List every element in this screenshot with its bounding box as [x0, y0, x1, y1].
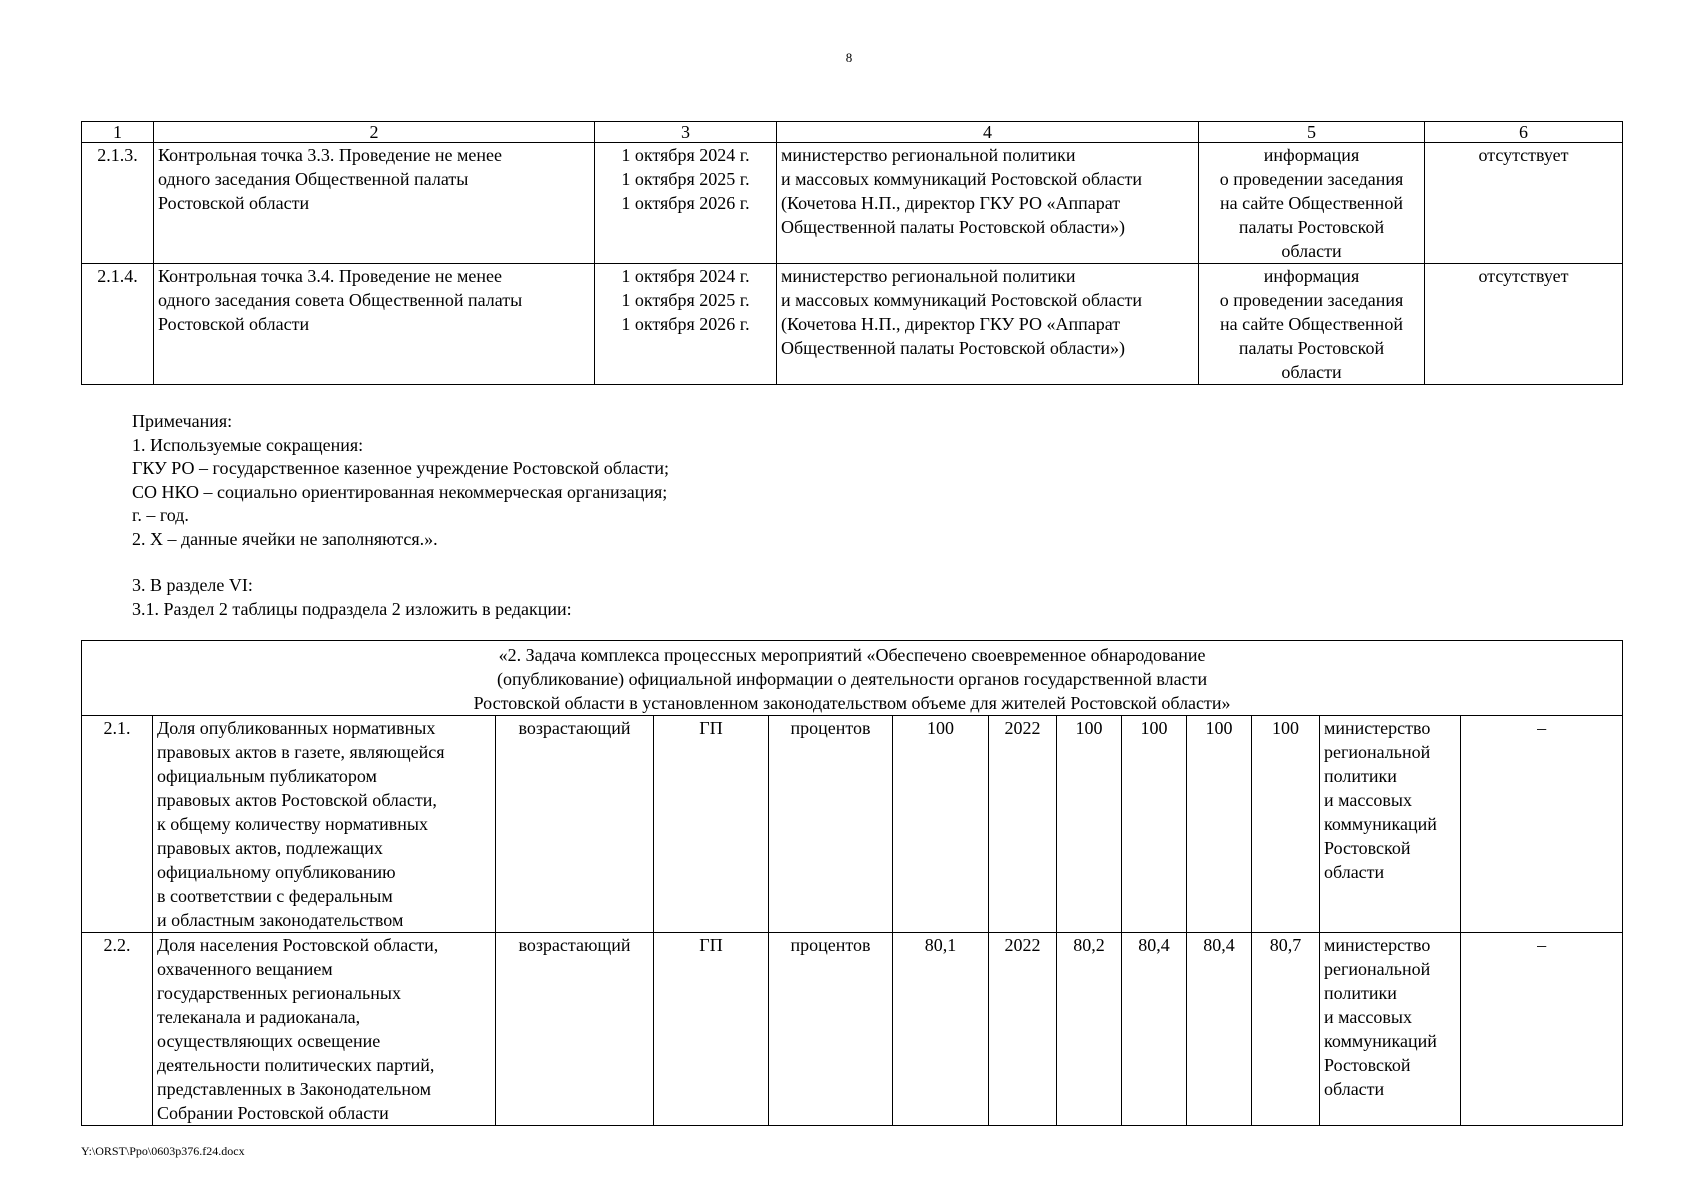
page-number: 8 — [845, 50, 853, 65]
row-number: 2.1. — [82, 716, 153, 933]
header-cell: 2 — [154, 122, 595, 143]
confirming-document: информация о проведении заседания на сайте Общественной палаты Ростовской области — [1199, 264, 1425, 385]
header-cell: 1 — [82, 122, 154, 143]
control-points-table — [81, 121, 1623, 385]
responsible-body: министерство региональной политики и массовых коммуникаций Ростовской области — [1320, 933, 1461, 1126]
information-system: отсутствует — [1425, 143, 1623, 264]
base-value: 80,1 — [893, 933, 989, 1126]
information-system: отсутствует — [1425, 264, 1623, 385]
table-row — [82, 716, 1623, 933]
task-title: «2. Задача комплекса процессных мероприятий «Обеспечено своевременное обнародование (опубликование) официальной информации о деятельности органов государственной власти Ростовской области в установленном законодательством объеме для жителей Ростовской области» — [82, 641, 1623, 716]
table-row — [82, 143, 1623, 264]
unit: процентов — [769, 933, 893, 1126]
note-line: 3. В разделе VI: — [132, 575, 253, 595]
table-row — [82, 933, 1623, 1126]
table-header-row — [82, 122, 1623, 143]
value-2026: 80,7 — [1252, 933, 1320, 1126]
task-title-row — [82, 641, 1623, 716]
trend: возрастающий — [496, 933, 654, 1126]
note-spacer — [132, 551, 669, 574]
trend: возрастающий — [496, 716, 654, 933]
note-line: СО НКО – социально ориентированная некоммерческая организация; — [132, 481, 668, 502]
confirming-document: информация о проведении заседания на сайте Общественной палаты Ростовской области — [1199, 143, 1425, 264]
note-line: г. – год. — [132, 505, 189, 525]
responsible-executor: министерство региональной политики и массовых коммуникаций Ростовской области (Кочетова Н.П., директор ГКУ РО «Аппарат Общественной палаты Ростовской области») — [777, 143, 1199, 264]
value-2025: 100 — [1187, 716, 1252, 933]
value-2023: 80,2 — [1057, 933, 1122, 1126]
deadline-dates: 1 октября 2024 г. 1 октября 2025 г. 1 октября 2026 г. — [595, 264, 777, 385]
information-system: – — [1461, 716, 1623, 933]
indicator-name: Доля населения Ростовской области, охваченного вещанием государственных региональных телеканала и радиоканала, осуществляющих освещение деятельности политических партий, представленных в Законодательном Собрании Ростовской области — [153, 933, 496, 1126]
control-point-name: Контрольная точка 3.4. Проведение не менее одного заседания совета Общественной палаты Ростовской области — [154, 264, 595, 385]
note-line: 1. Используемые сокращения: — [132, 434, 364, 455]
value-2024: 80,4 — [1122, 933, 1187, 1126]
responsible-executor: министерство региональной политики и массовых коммуникаций Ростовской области (Кочетова Н.П., директор ГКУ РО «Аппарат Общественной палаты Ростовской области») — [777, 264, 1199, 385]
control-point-name: Контрольная точка 3.3. Проведение не менее одного заседания Общественной палаты Ростовской области — [154, 143, 595, 264]
base-year: 2022 — [989, 716, 1057, 933]
notes-heading: Примечания: — [132, 411, 233, 431]
value-2026: 100 — [1252, 716, 1320, 933]
value-2025: 80,4 — [1187, 933, 1252, 1126]
level: ГП — [654, 716, 769, 933]
indicators-table — [81, 640, 1623, 1126]
file-path-footer: Y:\ORST\Ppo\0603p376.f24.docx — [81, 1144, 245, 1158]
note-line: 2. Х – данные ячейки не заполняются.». — [132, 528, 438, 549]
value-2024: 100 — [1122, 716, 1187, 933]
responsible-body: министерство региональной политики и массовых коммуникаций Ростовской области — [1320, 716, 1461, 933]
base-value: 100 — [893, 716, 989, 933]
row-number: 2.1.4. — [82, 264, 154, 385]
deadline-dates: 1 октября 2024 г. 1 октября 2025 г. 1 октября 2026 г. — [595, 143, 777, 264]
header-cell: 5 — [1199, 122, 1425, 143]
note-line: 3.1. Раздел 2 таблицы подраздела 2 изложить в редакции: — [132, 598, 572, 619]
base-year: 2022 — [989, 933, 1057, 1126]
note-line: ГКУ РО – государственное казенное учреждение Ростовской области; — [132, 458, 669, 478]
level: ГП — [654, 933, 769, 1126]
notes-section — [132, 410, 669, 621]
value-2023: 100 — [1057, 716, 1122, 933]
table-row — [82, 264, 1623, 385]
header-cell: 4 — [777, 122, 1199, 143]
indicator-name: Доля опубликованных нормативных правовых актов в газете, являющейся официальным публикатором правовых актов Ростовской области, к общему количеству нормативных правовых актов, подлежащих официальному опубликованию в соответствии с федеральным и областным законодательством — [153, 716, 496, 933]
header-cell: 6 — [1425, 122, 1623, 143]
row-number: 2.1.3. — [82, 143, 154, 264]
unit: процентов — [769, 716, 893, 933]
row-number: 2.2. — [82, 933, 153, 1126]
header-cell: 3 — [595, 122, 777, 143]
information-system: – — [1461, 933, 1623, 1126]
